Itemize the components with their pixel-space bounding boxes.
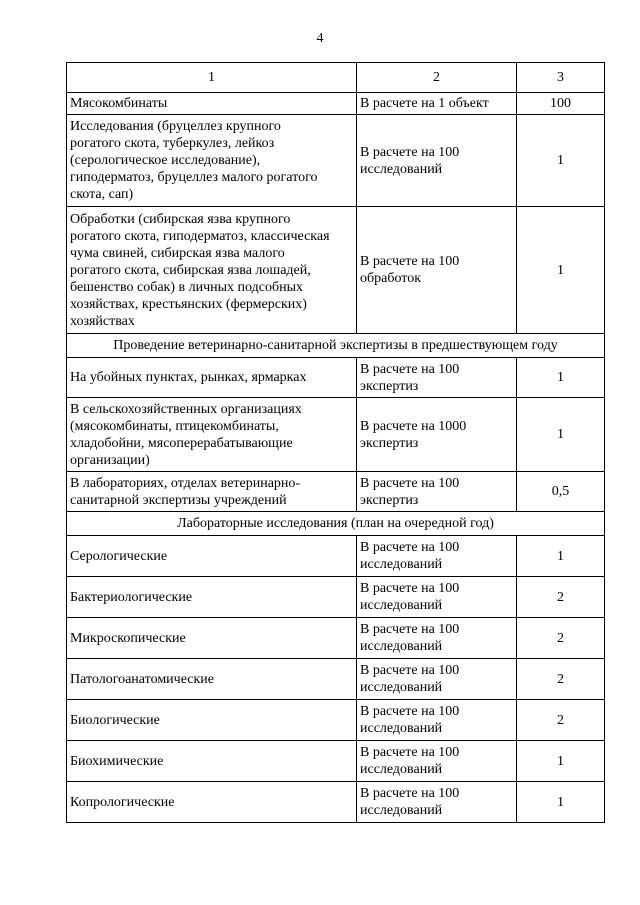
- indicator-line: Обработки (сибирская язва крупного: [70, 211, 291, 227]
- unit-cell: [357, 741, 517, 782]
- indicator-cell: [67, 659, 357, 700]
- norms-table: [66, 62, 605, 823]
- table-row: [67, 700, 605, 741]
- unit-line: исследований: [360, 680, 443, 695]
- unit-line: исследований: [360, 161, 443, 177]
- indicator-line: скота, сап): [70, 187, 134, 202]
- table-row: [67, 207, 605, 334]
- unit-line: исследований: [360, 803, 443, 818]
- norm-value-cell: 1: [517, 358, 605, 398]
- unit-line: исследований: [360, 762, 443, 777]
- unit-line: В расчете на 100: [360, 663, 460, 678]
- norm-value-cell: 1: [517, 741, 605, 782]
- norm-value-cell: 0,5: [517, 472, 605, 512]
- indicator-line: В сельскохозяйственных организациях: [70, 401, 302, 417]
- unit-cell: [357, 618, 517, 659]
- indicator-line: В лабораториях, отделах ветеринарно-: [70, 475, 301, 491]
- unit-line: экспертиз: [360, 378, 419, 394]
- unit-line: В расчете на 100: [360, 254, 460, 269]
- indicator-cell: [67, 700, 357, 741]
- indicator-line: Биологические: [70, 712, 160, 728]
- unit-line: В расчете на 100: [360, 745, 460, 760]
- indicator-cell: [67, 472, 357, 512]
- unit-cell: [357, 536, 517, 577]
- header-cell: 2: [357, 63, 517, 93]
- unit-line: исследований: [360, 639, 443, 654]
- indicator-line: организации): [70, 452, 150, 468]
- indicator-line: Копрологические: [70, 794, 175, 810]
- section-title: Лабораторные исследования (план на очередной год): [67, 512, 605, 536]
- table-row: [67, 536, 605, 577]
- norm-value-cell: 2: [517, 659, 605, 700]
- unit-line: исследований: [360, 598, 443, 613]
- norm-value-cell: 2: [517, 577, 605, 618]
- indicator-line: Патологоанатомические: [70, 671, 214, 687]
- unit-line: В расчете на 100: [360, 581, 460, 596]
- unit-line: исследований: [360, 721, 443, 736]
- indicator-line: санитарной экспертизы учреждений: [70, 492, 287, 508]
- header-cell: 3: [517, 63, 605, 93]
- norm-value-cell: 1: [517, 398, 605, 472]
- unit-cell: [357, 207, 517, 334]
- norm-value-cell: 1: [517, 536, 605, 577]
- indicator-cell: [67, 358, 357, 398]
- table-row: [67, 782, 605, 823]
- table-row: [67, 358, 605, 398]
- table-row: [67, 741, 605, 782]
- indicator-cell: [67, 93, 357, 115]
- indicator-line: рогатого скота, туберкулез, лейкоз: [70, 136, 275, 151]
- unit-cell: [357, 782, 517, 823]
- indicator-line: (серологическое исследование),: [70, 153, 261, 168]
- table-row: [67, 472, 605, 512]
- unit-line: экспертиз: [360, 435, 419, 451]
- indicator-cell: [67, 618, 357, 659]
- indicator-line: хозяйствах: [70, 313, 135, 329]
- indicator-cell: [67, 398, 357, 472]
- table-row: [67, 115, 605, 207]
- indicator-line: хладобойни, мясоперерабатывающие: [70, 435, 293, 451]
- indicator-cell: [67, 741, 357, 782]
- table-row: [67, 659, 605, 700]
- unit-line: В расчете на 1 объект: [360, 96, 489, 111]
- norm-value-cell: 2: [517, 700, 605, 741]
- indicator-line: Мясокомбинаты: [70, 96, 168, 111]
- table-row: [67, 618, 605, 659]
- unit-cell: [357, 398, 517, 472]
- header-cell: 1: [67, 63, 357, 93]
- indicator-line: Биохимические: [70, 753, 164, 769]
- table-row: [67, 577, 605, 618]
- unit-line: В расчете на 1000: [360, 418, 467, 434]
- unit-cell: [357, 659, 517, 700]
- norm-value-cell: 1: [517, 782, 605, 823]
- section-title: Проведение ветеринарно-санитарной экспертизы в предшествующем году: [67, 334, 605, 358]
- norm-value-cell: 100: [517, 93, 605, 115]
- unit-line: экспертиз: [360, 492, 419, 508]
- unit-line: В расчете на 100: [360, 361, 460, 377]
- indicator-cell: [67, 536, 357, 577]
- indicator-line: Бактериологические: [70, 589, 193, 605]
- unit-cell: [357, 577, 517, 618]
- table-row: [67, 93, 605, 115]
- norm-value-cell: 1: [517, 115, 605, 207]
- indicator-cell: [67, 577, 357, 618]
- unit-cell: [357, 700, 517, 741]
- unit-cell: [357, 472, 517, 512]
- indicator-line: бешенство собак) в личных подсобных: [70, 279, 303, 295]
- indicator-line: Исследования (бруцеллез крупного: [70, 119, 281, 134]
- header-row: [67, 63, 605, 93]
- page-number: 4: [316, 31, 324, 46]
- unit-line: В расчете на 100: [360, 786, 460, 801]
- unit-cell: [357, 358, 517, 398]
- unit-cell: [357, 115, 517, 207]
- norm-value-cell: 2: [517, 618, 605, 659]
- indicator-line: рогатого скота, сибирская язва лошадей,: [70, 262, 311, 278]
- indicator-line: рогатого скота, гиподерматоз, классическая: [70, 228, 330, 244]
- indicator-line: гиподерматоз, бруцеллез малого рогатого: [70, 170, 318, 185]
- unit-line: В расчете на 100: [360, 704, 460, 719]
- unit-line: В расчете на 100: [360, 540, 460, 555]
- indicator-cell: [67, 115, 357, 207]
- indicator-line: Микроскопические: [70, 630, 186, 646]
- indicator-line: На убойных пунктах, рынках, ярмарках: [70, 370, 307, 385]
- unit-line: обработок: [360, 271, 422, 286]
- unit-line: В расчете на 100: [360, 622, 460, 637]
- indicator-line: хозяйствах, крестьянских (фермерских): [70, 296, 307, 312]
- indicator-cell: [67, 207, 357, 334]
- unit-line: В расчете на 100: [360, 144, 460, 160]
- section-row: [67, 512, 605, 536]
- indicator-line: Серологические: [70, 548, 168, 564]
- indicator-line: (мясокомбинаты, птицекомбинаты,: [70, 418, 279, 434]
- norm-value-cell: 1: [517, 207, 605, 334]
- indicator-line: чума свиней, сибирская язва малого: [70, 245, 285, 261]
- indicator-cell: [67, 782, 357, 823]
- unit-line: В расчете на 100: [360, 475, 460, 491]
- section-row: [67, 334, 605, 358]
- table-row: [67, 398, 605, 472]
- unit-line: исследований: [360, 557, 443, 572]
- unit-cell: [357, 93, 517, 115]
